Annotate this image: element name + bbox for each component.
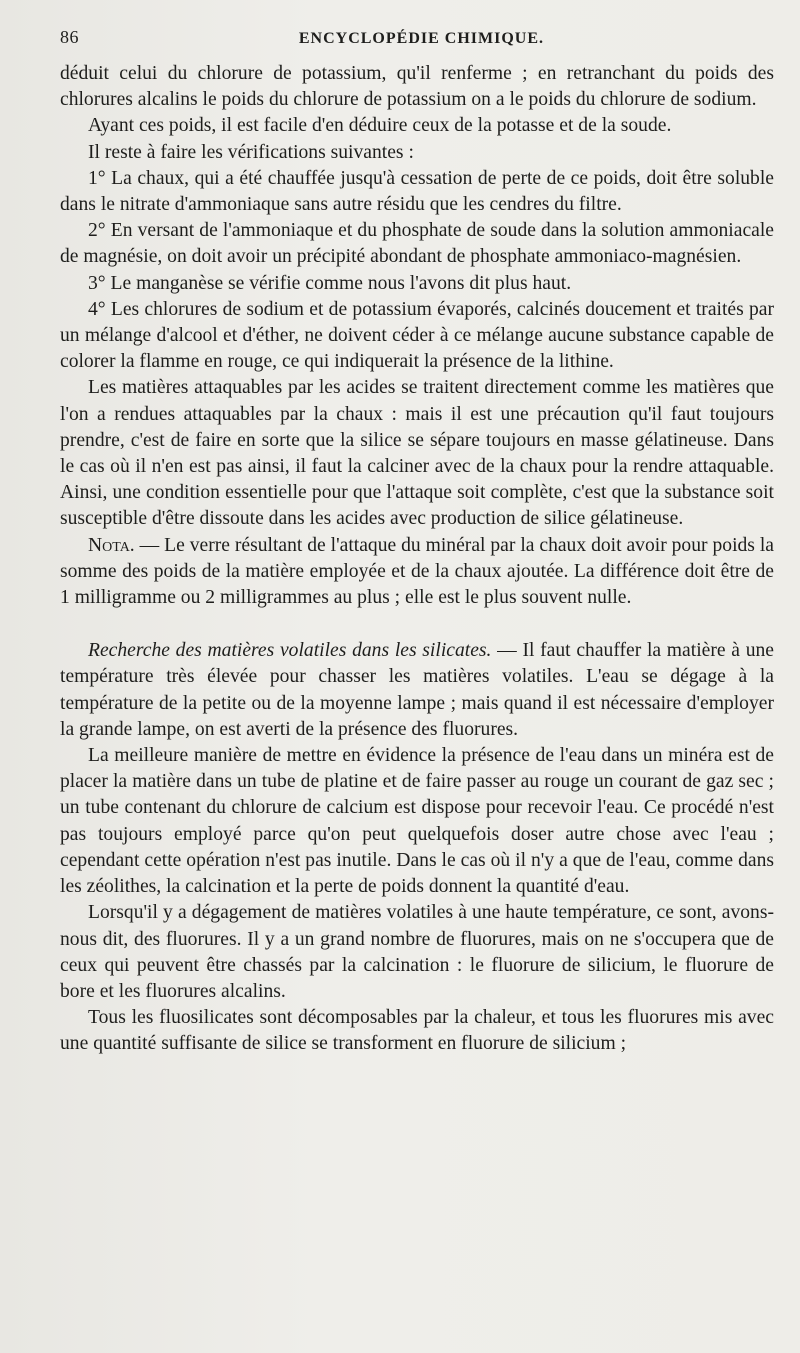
paragraph: La meilleure manière de mettre en évidence la présence de l'eau dans un minéra est de placer la matière dans un tube de platine et de faire passer au rouge un courant de gaz sec ; un tube contenant du chlorure de calcium est dispose pour recevoir l'eau. Ce procédé n'est pas toujours employé parce qu'on peut quelquefois doser autre chose avec l'eau ; cependant cette opération n'est pas inutile. Dans le cas où il n'y a que de l'eau, comme dans les zéolithes, la calcination et la perte de poids donnent la quantité d'eau. <box>60 745 774 898</box>
page-header <box>60 27 774 61</box>
paragraph: Tous les fluosilicates sont décomposables par la chaleur, et tous les fluorures mis avec une quantité suffisante de silice se transforment en fluorure de silicium ; <box>60 1007 774 1055</box>
paragraph: Il reste à faire les vérifications suivantes : <box>88 141 414 163</box>
paragraph: Les matières attaquables par les acides se traitent directement comme les matières que l'on a rendues attaquables par la chaux : mais il est une précaution qu'il faut toujours prendre, c'est de faire en sorte que la silice se sépare toujours en masse gélatineuse. Dans le cas où il n'en est pas ainsi, il faut la calciner avec de la chaux pour la rendre attaquable. Ainsi, une condition essentielle pour que l'attaque soit complète, c'est que la substance soit susceptible d'être dissoute dans les acides avec production de silice gélatineuse. <box>60 377 774 530</box>
section-title: Recherche des matières volatiles dans les silicates. <box>88 640 492 662</box>
nota-text: — Le verre résultant de l'attaque du minéral par la chaux doit avoir pour poids la somme des poids de la matière employée et de la chaux ajoutée. La différence doit être de 1 milligramme ou 2 milligrammes au plus ; elle est le plus souvent nulle. <box>60 534 774 609</box>
paragraph: 1° La chaux, qui a été chauffée jusqu'à cessation de perte de ce poids, doit être soluble dans le nitrate d'ammoniaque sans autre résidu que les cendres du filtre. <box>60 167 774 216</box>
paragraph: Lorsqu'il y a dégagement de matières volatiles à une haute température, ce sont, avons-nous dit, des fluorures. Il y a un grand nombre de fluorures, mais on ne s'occupera que de ceux qui peuvent être chassés par la calcination : le fluorure de silicium, le fluorure de bore et les fluorures alcalins. <box>60 902 774 1002</box>
paragraph: Ayant ces poids, il est facile d'en déduire ceux de la potasse et de la soude. <box>88 115 672 137</box>
running-title: ENCYCLOPÉDIE CHIMIQUE. <box>298 30 544 47</box>
section-paragraph <box>60 638 774 743</box>
paragraph: 4° Les chlorures de sodium et de potassium évaporés, calcinés doucement et traités par un mélange d'alcool et d'éther, ne doivent céder à ce mélange aucune substance capable de colorer la flamme en rouge, ce qui indiquerait la présence de la lithine. <box>60 298 774 373</box>
page-number: 86 <box>60 27 79 47</box>
paragraph: 2° En versant de l'ammoniaque et du phosphate de soude dans la solution ammoniacale de magnésie, on doit avoir un précipité abondant de phosphate ammoniaco-magnésien. <box>60 220 774 268</box>
nota-paragraph <box>60 533 774 612</box>
body-text <box>60 61 774 1058</box>
nota-label: Nota. <box>88 534 135 556</box>
paragraph: déduit celui du chlorure de potassium, qu'il renferme ; en retranchant du poids des chlorures alcalins le poids du chlorure de potassium on a le poids du chlorure de sodium. <box>60 63 774 111</box>
section-gap <box>60 611 774 638</box>
paragraph: 3° Le manganèse se vérifie comme nous l'avons dit plus haut. <box>88 272 572 294</box>
section-intro: — Il faut chauffer la matière à une température très élevée pour chasser les matières volatiles. L'eau se dégage à la température de la petite ou de la moyenne lampe ; mais quand il est nécessaire d'employer la grande lampe, on est averti de la présence des fluorures. <box>60 640 774 740</box>
